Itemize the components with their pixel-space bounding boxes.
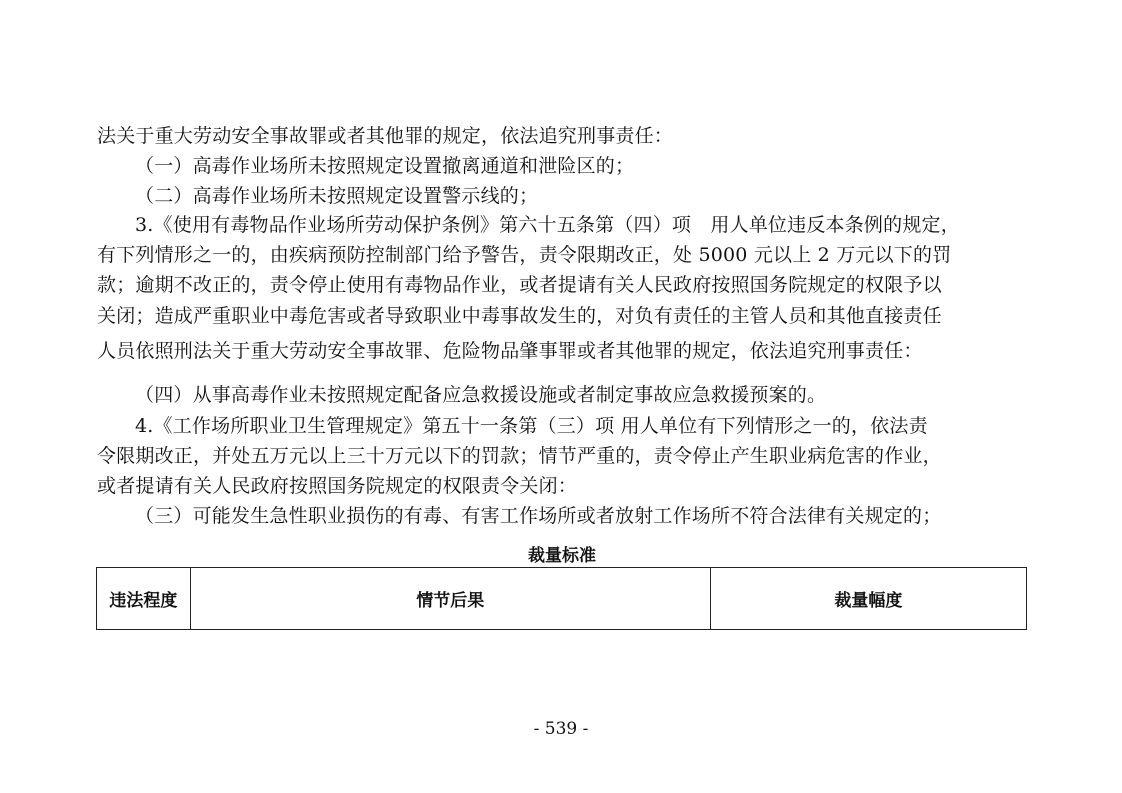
text-line-8: 人员依照刑法关于重大劳动安全事故罪、危险物品肇事罪或者其他罪的规定，依法追究刑事责任：: [97, 340, 923, 362]
text-line-3: （二）高毒作业场所未按照规定设置警示线的；: [135, 185, 539, 207]
text-line-11: 令限期改正，并处五万元以上三十万元以下的罚款；情节严重的，责令停止产生职业病危害的作业，: [97, 445, 942, 467]
text-line-7: 关闭；造成严重职业中毒危害或者导致职业中毒事故发生的，对负有责任的主管人员和其他直接责任: [97, 305, 942, 327]
page-number: - 539 -: [533, 719, 589, 739]
header-violation-degree: 违法程度: [97, 568, 191, 630]
header-penalty-range: 裁量幅度: [710, 568, 1026, 630]
text-line-5: 有下列情形之一的，由疾病预防控制部门给予警告，责令限期改正，处 5000 元以上 2 万元以下的罚: [97, 244, 952, 266]
table-header-row: [97, 568, 1027, 630]
text-line-13: （三）可能发生急性职业损伤的有毒、有害工作场所或者放射工作场所不符合法律有关规定的；: [135, 505, 942, 527]
discretion-standard-table: [96, 567, 1027, 630]
header-circumstances: 情节后果: [190, 568, 710, 630]
text-line-4: 3.《使用有毒物品作业场所劳动保护条例》第六十五条第（四）项 用人单位违反本条例的规定，: [135, 214, 960, 236]
text-line-9: （四）从事高毒作业未按照规定配备应急救援设施或者制定事故应急救援预案的。: [135, 384, 827, 406]
table-caption: 裁量标准: [528, 546, 596, 566]
text-line-10: 4.《工作场所职业卫生管理规定》第五十一条第（三）项 用人单位有下列情形之一的，依法责: [135, 415, 928, 437]
text-line-2: （一）高毒作业场所未按照规定设置撤离通道和泄险区的；: [135, 155, 635, 177]
text-line-12: 或者提请有关人民政府按照国务院规定的权限责令关闭：: [97, 475, 578, 497]
text-line-1: 法关于重大劳动安全事故罪或者其他罪的规定，依法追究刑事责任：: [97, 125, 674, 147]
text-line-6: 款；逾期不改正的，责令停止使用有毒物品作业，或者提请有关人民政府按照国务院规定的权限予以: [97, 274, 942, 296]
